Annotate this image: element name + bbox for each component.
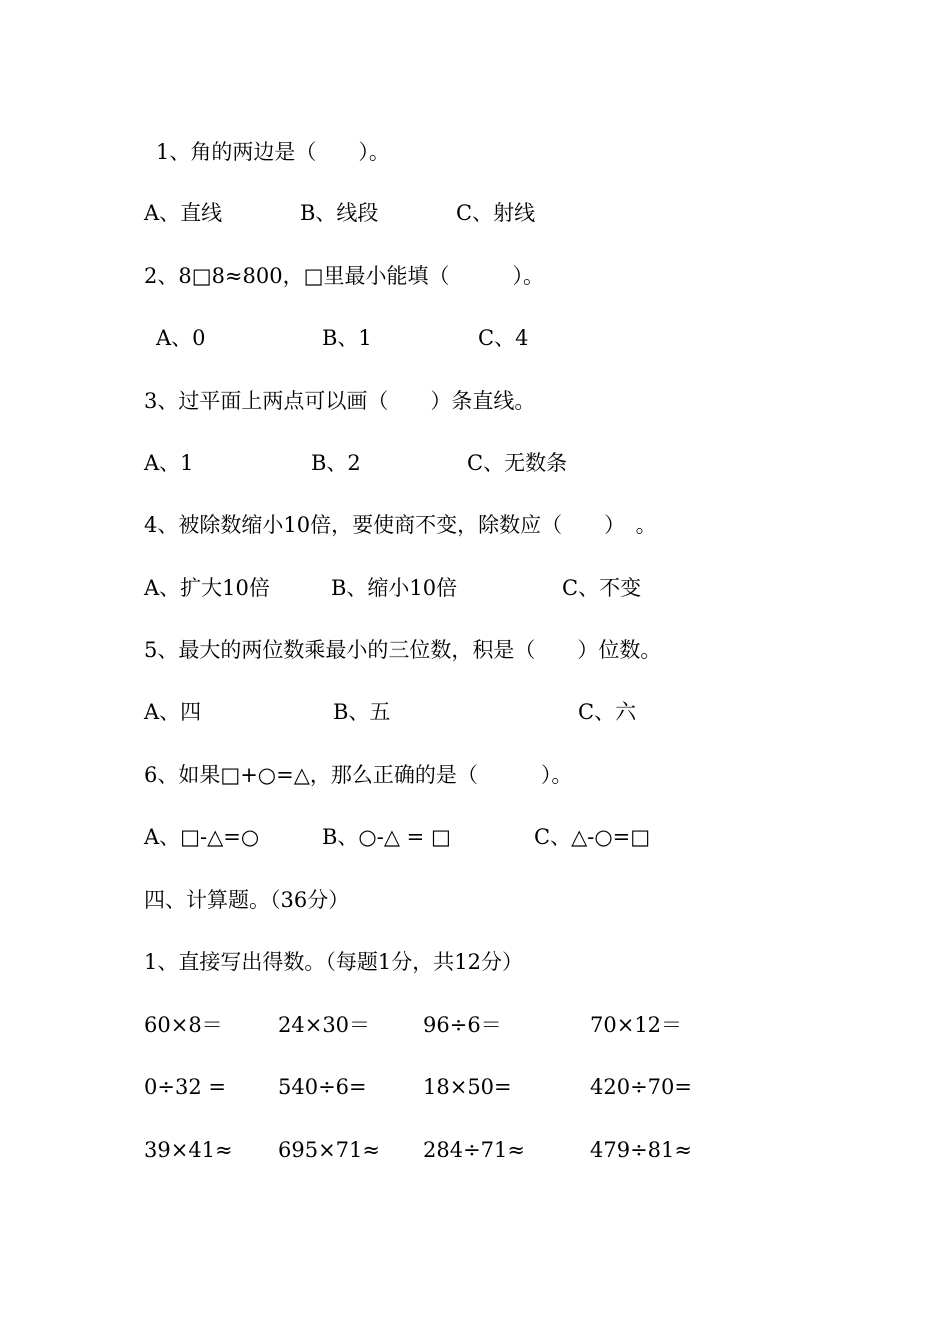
question-1	[0, 135, 390, 169]
calc-item: 420÷70=	[590, 1075, 692, 1099]
calc-row	[0, 1008, 683, 1042]
question-3	[0, 384, 536, 418]
option-b: B、2	[311, 451, 361, 475]
calc-row	[0, 1133, 692, 1167]
question-2-options	[0, 321, 529, 355]
calc-item: 479÷81≈	[590, 1138, 692, 1162]
section-heading: 四、计算题。（36分）	[144, 888, 350, 912]
question-prompt: 2、8□8≈800，□里最小能填（ ）。	[144, 264, 544, 288]
question-3-options	[0, 446, 568, 480]
option-b: B、五	[333, 700, 391, 724]
option-a: A、0	[156, 326, 206, 350]
calc-item: 24×30＝	[278, 1013, 371, 1037]
option-b: B、1	[322, 326, 372, 350]
question-2	[0, 259, 544, 293]
question-5	[0, 633, 662, 667]
question-prompt: 1、角的两边是（ ）。	[156, 140, 390, 164]
question-1-options	[0, 196, 536, 230]
question-6-options	[0, 820, 651, 854]
option-a: A、1	[144, 451, 194, 475]
calc-item: 18×50=	[423, 1075, 512, 1099]
calc-item: 540÷6=	[278, 1075, 367, 1099]
calc-item: 695×71≈	[278, 1138, 380, 1162]
question-prompt: 6、如果□+○=△，那么正确的是（ ）。	[144, 763, 573, 787]
option-b: B、线段	[300, 201, 379, 225]
question-4	[0, 508, 657, 542]
question-5-options	[0, 695, 637, 729]
option-b: B、缩小10倍	[331, 576, 458, 600]
calc-item: 96÷6＝	[423, 1013, 502, 1037]
calc-item: 284÷71≈	[423, 1138, 525, 1162]
option-c: C、六	[578, 700, 637, 724]
calc-row	[0, 1070, 692, 1104]
option-a: A、四	[144, 700, 202, 724]
subsection-title	[0, 945, 523, 979]
option-b: B、○-△ = □	[322, 825, 451, 849]
calc-item: 0÷32 =	[144, 1075, 226, 1099]
question-4-options	[0, 571, 642, 605]
option-c: C、4	[478, 326, 529, 350]
subsection-heading: 1、直接写出得数。（每题1分，共12分）	[144, 950, 523, 974]
section-title	[0, 883, 350, 917]
option-c: C、△-○=□	[534, 825, 651, 849]
calc-item: 39×41≈	[144, 1138, 233, 1162]
option-a: A、直线	[144, 201, 223, 225]
question-prompt: 5、最大的两位数乘最小的三位数，积是（ ）位数。	[144, 638, 662, 662]
calc-item: 70×12＝	[590, 1013, 683, 1037]
option-c: C、不变	[562, 576, 642, 600]
question-6	[0, 758, 573, 792]
option-a: A、□-△=○	[144, 825, 260, 849]
option-c: C、无数条	[467, 451, 568, 475]
option-a: A、扩大10倍	[144, 576, 270, 600]
calc-item: 60×8＝	[144, 1013, 223, 1037]
option-c: C、射线	[456, 201, 536, 225]
question-prompt: 4、被除数缩小10倍，要使商不变，除数应（ ） 。	[144, 513, 657, 537]
question-prompt: 3、过平面上两点可以画（ ）条直线。	[144, 389, 536, 413]
